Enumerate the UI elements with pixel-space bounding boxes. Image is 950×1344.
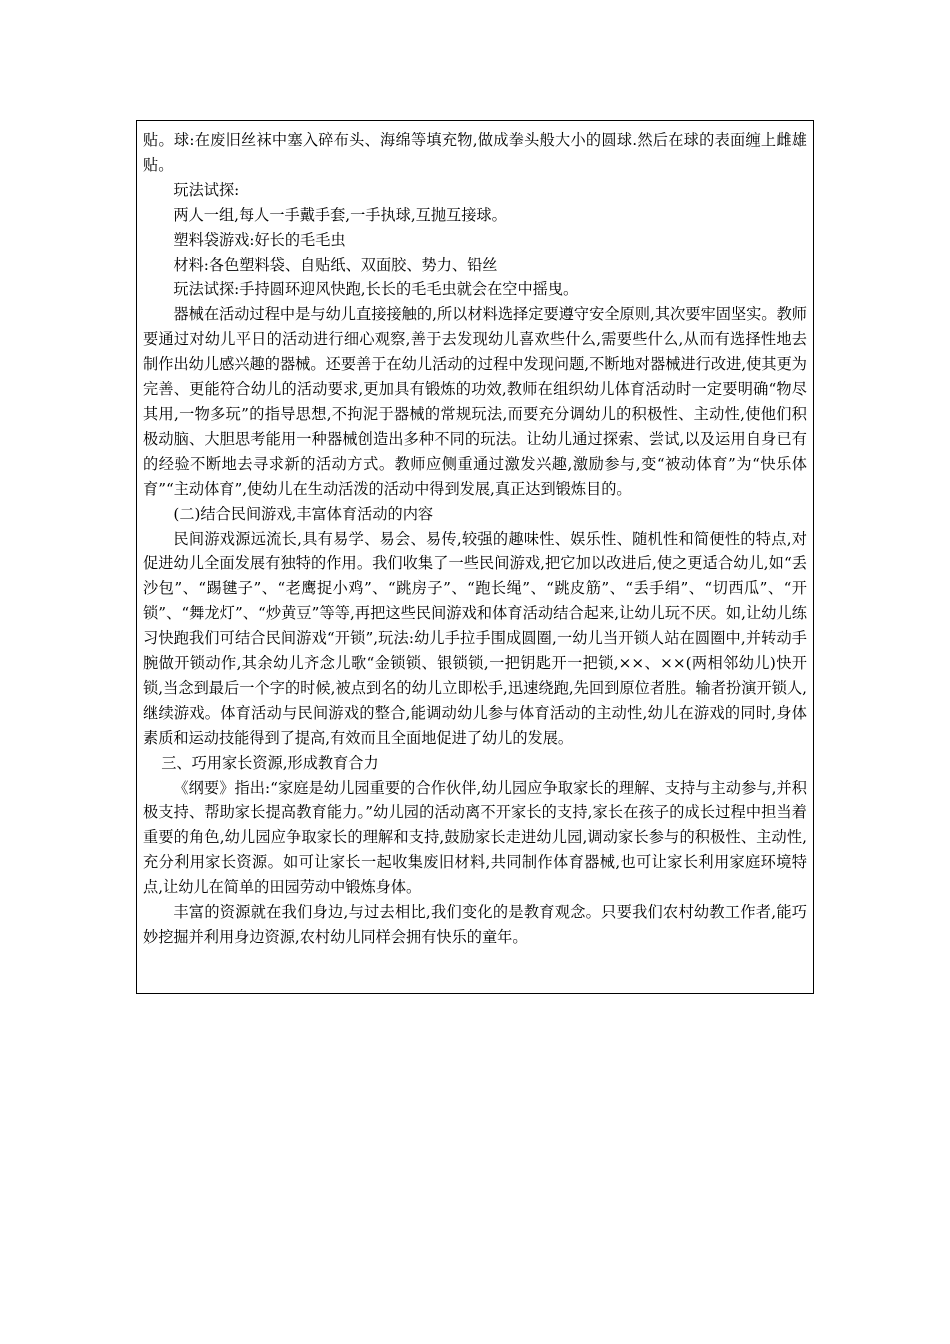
paragraph-bag-game-title: 塑料袋游戏:好长的毛毛虫 [173, 230, 346, 249]
paragraph-materials-ball: 贴。球:在废旧丝袜中塞入碎布头、海绵等填充物,做成拳头般大小的圆球.然后在球的表面缠上雌雄贴。 [143, 131, 807, 174]
paragraph-folk-games: 民间游戏源远流长,具有易学、易会、易传,较强的趣味性、娱乐性、随机性和简便性的特点,对促进幼儿全面发展有独特的作用。我们收集了一些民间游戏,把它加以改进后,使之更适合幼儿,如“丢沙包”、“踢毽子”、“老鹰捉小鸡”、“跳房子”、“跑长绳”、“跳皮筋”、“丢手绢”、“切西瓜”、“开锁”、“舞龙灯”、“炒黄豆”等等,再把这些民间游戏和体育活动结合起来,让幼儿玩不厌。如,让幼儿练习快跑我们可结合民间游戏“开锁”,玩法:幼儿手拉手围成圆圈,一幼儿当开锁人站在圆圈中,并转动手腕做开锁动作,其余幼儿齐念儿歌“金锁锁、银锁锁,一把钥匙开一把锁,××、××(两相邻幼儿)快开锁,当念到最后一个字的时候,被点到名的幼儿立即松手,迅速绕跑,先回到原位者胜。输者扮演开锁人,继续游戏。体育活动与民间游戏的整合,能调动幼儿参与体育活动的主动性,幼儿在游戏的同时,身体素质和运动技能得到了提高,有效而且全面地促进了幼儿的发展。 [143, 529, 807, 747]
text-frame [136, 120, 814, 994]
paragraph-play-label: 玩法试探: [173, 180, 240, 199]
heading-parent-resources: 三、巧用家长资源,形成教育合力 [161, 753, 379, 772]
paragraph-play-ball: 两人一组,每人一手戴手套,一手执球,互抛互接球。 [173, 205, 507, 224]
paragraph-conclusion: 丰富的资源就在我们身边,与过去相比,我们变化的是教育观念。只要我们农村幼教工作者,能巧妙挖掘并利用身边资源,农村幼儿同样会拥有快乐的童年。 [143, 903, 807, 946]
paragraph-bag-play: 玩法试探:手持圆环迎风快跑,长长的毛毛虫就会在空中摇曳。 [173, 280, 579, 299]
paragraph-bag-materials: 材料:各色塑料袋、自贴纸、双面胶、势力、铅丝 [173, 255, 498, 274]
paragraph-equipment-principles: 器械在活动过程中是与幼儿直接接触的,所以材料选择定要遵守安全原则,其次要牢固坚实。教师要通过对幼儿平日的活动进行细心观察,善于去发现幼儿喜欢些什么,需要些什么,从而有选择性地去制作出幼儿感兴趣的器械。还要善于在幼儿活动的过程中发现问题,不断地对器械进行改进,使其更为完善、更能符合幼儿的活动要求,更加具有锻炼的功效,教师在组织幼儿体育活动时一定要明确“物尽其用,一物多玩”的指导思想,不拘泥于器械的常规玩法,而要充分调幼儿的积极性、主动性,使他们积极动脑、大胆思考能用一种器械创造出多种不同的玩法。让幼儿通过探索、尝试,以及运用自身已有的经验不断地去寻求新的活动方式。教师应侧重通过激发兴趣,激励参与,变“被动体育”为“快乐体育”“主动体育”,使幼儿在生动活泼的活动中得到发展,真正达到锻炼目的。 [143, 305, 807, 498]
paragraph-parent-resources: 《纲要》指出:“家庭是幼儿园重要的合作伙伴,幼儿园应争取家长的理解、支持与主动参与,并积极支持、帮助家长提高教育能力。”幼儿园的活动离不开家长的支持,家长在孩子的成长过程中担当着重要的角色,幼儿园应争取家长的理解和支持,鼓励家长走进幼儿园,调动家长参与的积极性、主动性,充分利用家长资源。如可让家长一起收集废旧材料,共同制作体育器械,也可让家长利用家庭环境特点,让幼儿在简单的田园劳动中锻炼身体。 [143, 778, 807, 897]
heading-folk-games: (二)结合民间游戏,丰富体育活动的内容 [173, 504, 434, 523]
